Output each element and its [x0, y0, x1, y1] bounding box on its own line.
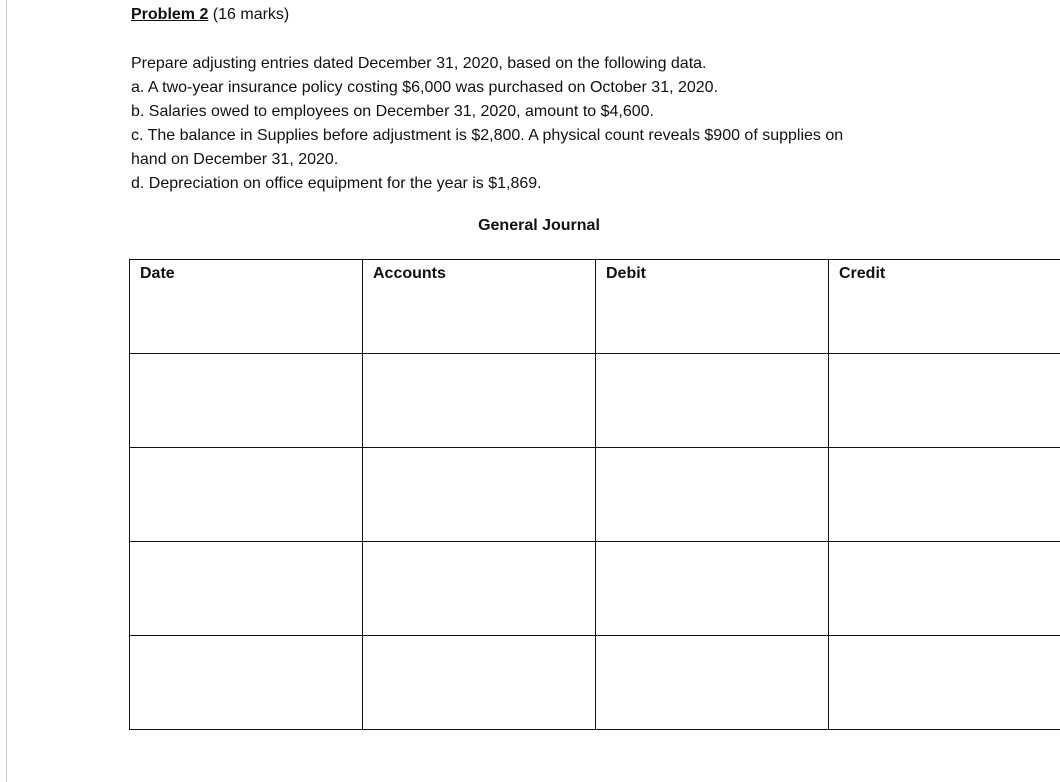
journal-entry-row	[130, 636, 1060, 730]
date-cell[interactable]	[130, 448, 363, 542]
debit-cell[interactable]	[596, 636, 829, 730]
accounts-cell[interactable]	[363, 542, 596, 636]
instruction-item-d: d. Depreciation on office equipment for the year is $1,869.	[131, 175, 542, 192]
problem-instructions	[131, 52, 931, 196]
journal-header-row	[130, 260, 1060, 354]
date-cell[interactable]	[130, 542, 363, 636]
journal-entry-row	[130, 354, 1060, 448]
column-header-accounts: Accounts	[363, 260, 596, 354]
column-header-date: Date	[130, 260, 363, 354]
instruction-item-a: a. A two-year insurance policy costing $6,000 was purchased on October 31, 2020.	[131, 79, 719, 96]
problem-heading	[131, 5, 289, 25]
journal-entry-row	[130, 542, 1060, 636]
problem-marks: (16 marks)	[208, 6, 290, 23]
column-header-credit: Credit	[829, 260, 1060, 354]
general-journal-table	[129, 259, 1060, 730]
credit-cell[interactable]	[829, 354, 1060, 448]
page-edge-line	[6, 0, 7, 782]
debit-cell[interactable]	[596, 354, 829, 448]
date-cell[interactable]	[130, 354, 363, 448]
accounts-cell[interactable]	[363, 448, 596, 542]
instruction-item-c: c. The balance in Supplies before adjustment is $2,800. A physical count reveals $900 of supplies on	[131, 127, 844, 144]
date-cell[interactable]	[130, 636, 363, 730]
credit-cell[interactable]	[829, 636, 1060, 730]
debit-cell[interactable]	[596, 542, 829, 636]
column-header-debit: Debit	[596, 260, 829, 354]
journal-title: General Journal	[478, 217, 600, 234]
instructions-intro: Prepare adjusting entries dated December 31, 2020, based on the following data.	[131, 55, 707, 72]
accounts-cell[interactable]	[363, 354, 596, 448]
credit-cell[interactable]	[829, 448, 1060, 542]
debit-cell[interactable]	[596, 448, 829, 542]
journal-entry-row	[130, 448, 1060, 542]
instruction-item-c-continued: hand on December 31, 2020.	[131, 151, 339, 168]
instruction-item-b: b. Salaries owed to employees on December 31, 2020, amount to $4,600.	[131, 103, 654, 120]
credit-cell[interactable]	[829, 542, 1060, 636]
problem-title: Problem 2	[131, 6, 209, 23]
accounts-cell[interactable]	[363, 636, 596, 730]
